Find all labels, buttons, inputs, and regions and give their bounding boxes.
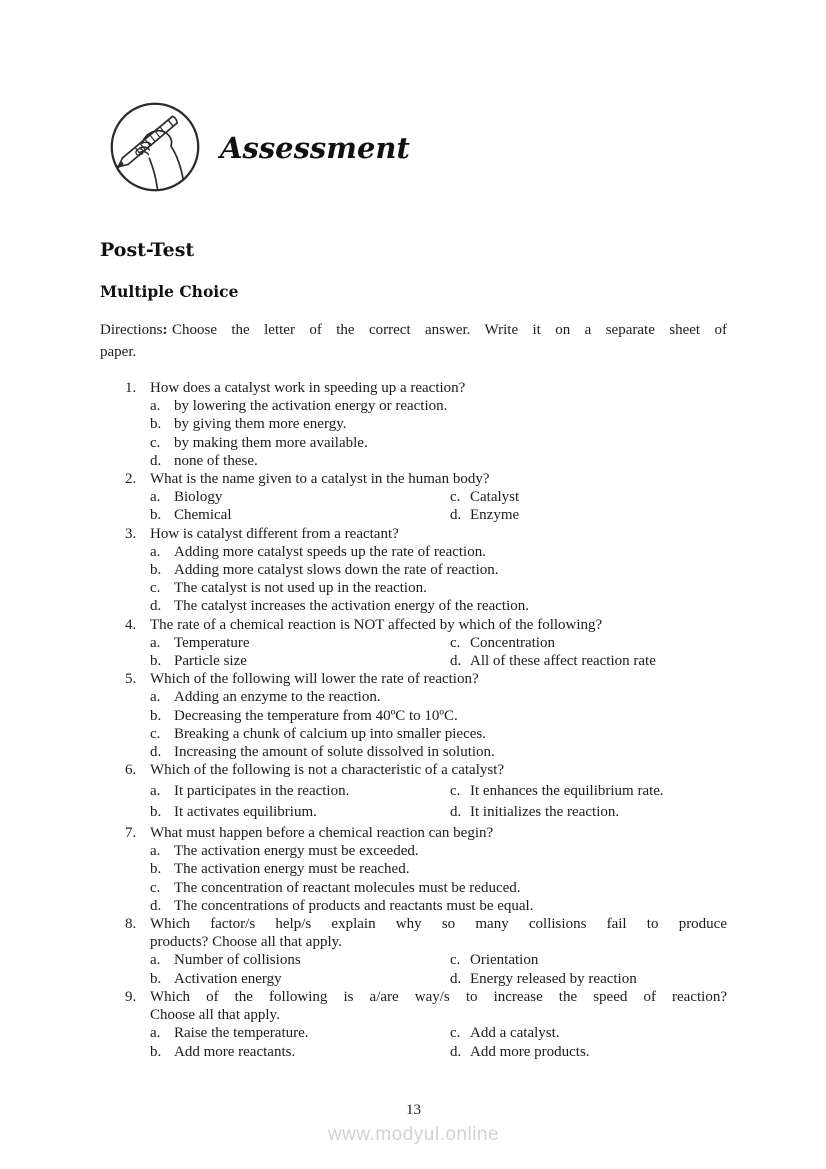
option-text: Concentration <box>470 634 555 651</box>
question-text-line: Choose all that apply. <box>150 1007 280 1024</box>
directions-line-2: paper. <box>100 344 137 360</box>
option-text: It enhances the equilibrium rate. <box>470 783 664 800</box>
option-a <box>150 688 727 706</box>
option-d <box>450 970 727 988</box>
question-text <box>150 915 727 951</box>
question-text <box>150 670 727 688</box>
option-text: The catalyst increases the activation energy of the reaction. <box>174 598 529 615</box>
option-text: none of these. <box>174 452 258 469</box>
option-text: It participates in the reaction. <box>174 783 350 800</box>
option-c <box>450 488 727 506</box>
question-head <box>100 824 727 842</box>
option-a <box>150 842 727 860</box>
option-text: Chemical <box>174 507 232 524</box>
option-text: The concentrations of products and reactants must be equal. <box>174 897 534 914</box>
option-letter: d. <box>150 897 162 914</box>
question-text-line: Which factor/s help/s explain why so many collisions fail to produce <box>150 916 727 933</box>
option-text: Decreasing the temperature from 40ºC to 10ºC. <box>174 707 458 724</box>
option-letter: a. <box>150 634 161 651</box>
option-c <box>450 1024 727 1042</box>
option-letter: d. <box>450 653 462 670</box>
question-text <box>150 824 727 842</box>
question-text-line: The rate of a chemical reaction is NOT affected by which of the following? <box>150 616 603 633</box>
option-letter: c. <box>150 434 161 451</box>
question-options <box>150 951 727 987</box>
option-text: Temperature <box>174 634 250 651</box>
option-letter: a. <box>150 952 161 969</box>
option-text: The activation energy must be reached. <box>174 861 410 878</box>
question-options <box>150 543 727 616</box>
question-number: 7. <box>125 825 137 842</box>
option-a <box>150 634 450 652</box>
question-text <box>150 616 727 634</box>
option-letter: b. <box>150 804 162 821</box>
question-1 <box>100 379 727 470</box>
option-d <box>450 506 727 524</box>
option-d <box>150 897 727 915</box>
option-letter: c. <box>150 725 161 742</box>
question-6 <box>100 761 727 824</box>
option-letter: b. <box>150 507 162 524</box>
option-text: Adding an enzyme to the reaction. <box>174 689 381 706</box>
option-text: It activates equilibrium. <box>174 804 317 821</box>
question-5 <box>100 670 727 761</box>
question-text-line: How does a catalyst work in speeding up a reaction? <box>150 380 466 396</box>
option-text: Increasing the amount of solute dissolved in solution. <box>174 744 495 761</box>
option-text: Add a catalyst. <box>470 1025 560 1042</box>
option-d <box>450 1043 727 1061</box>
option-text: Adding more catalyst slows down the rate of reaction. <box>174 562 499 579</box>
question-options <box>150 634 727 670</box>
option-text: by making them more available. <box>174 434 368 451</box>
question-text-line: What must happen before a chemical reaction can begin? <box>150 825 494 842</box>
question-head <box>100 616 727 634</box>
question-text <box>150 761 727 779</box>
option-letter: b. <box>150 970 162 987</box>
question-4 <box>100 616 727 671</box>
question-head <box>100 470 727 488</box>
question-text <box>150 470 727 488</box>
post-test-heading: Post-Test <box>100 239 195 261</box>
option-letter: c. <box>450 1025 461 1042</box>
option-b <box>150 1043 450 1061</box>
assessment-header <box>100 100 727 194</box>
option-b <box>150 707 727 725</box>
option-letter: d. <box>150 598 162 615</box>
option-b <box>150 802 450 823</box>
option-b <box>150 506 450 524</box>
question-7 <box>100 824 727 915</box>
question-number: 1. <box>125 380 137 396</box>
option-letter: c. <box>450 952 461 969</box>
multiple-choice-heading: Multiple Choice <box>100 282 239 301</box>
option-text: Breaking a chunk of calcium up into smaller pieces. <box>174 725 486 742</box>
option-d <box>450 652 727 670</box>
page-title: Assessment <box>220 131 410 165</box>
option-text: Raise the temperature. <box>174 1025 309 1042</box>
option-letter: b. <box>150 707 162 724</box>
option-c <box>150 725 727 743</box>
option-text: Number of collisions <box>174 952 301 969</box>
directions <box>100 319 727 363</box>
option-text: by lowering the activation energy or reaction. <box>174 398 448 415</box>
option-text: Add more reactants. <box>174 1043 296 1060</box>
option-letter: c. <box>150 879 161 896</box>
option-letter: a. <box>150 489 161 506</box>
option-c <box>450 951 727 969</box>
option-d <box>450 802 727 823</box>
directions-text: Choose the letter of the correct answer. Write it on a separate sheet of <box>171 322 727 338</box>
question-head <box>100 525 727 543</box>
option-text: Energy released by reaction <box>470 970 637 987</box>
question-head <box>100 915 727 951</box>
question-head <box>100 379 727 397</box>
option-letter: a. <box>150 398 161 415</box>
option-text: Activation energy <box>174 970 282 987</box>
question-number: 5. <box>125 671 137 688</box>
question-3 <box>100 525 727 616</box>
watermark: www.modyul.online <box>327 1123 500 1145</box>
question-options <box>150 842 727 915</box>
question-text <box>150 988 727 1024</box>
question-number: 8. <box>125 916 137 933</box>
question-8 <box>100 915 727 988</box>
option-c <box>150 434 727 452</box>
option-text: Enzyme <box>470 507 520 524</box>
option-text: The concentration of reactant molecules must be reduced. <box>174 879 521 896</box>
directions-colon: : <box>162 322 168 338</box>
option-text: It initializes the reaction. <box>470 804 620 821</box>
question-number: 3. <box>125 525 137 542</box>
option-letter: b. <box>150 562 162 579</box>
option-c <box>450 781 727 802</box>
option-a <box>150 488 450 506</box>
option-letter: c. <box>150 580 161 597</box>
option-letter: c. <box>450 634 461 651</box>
question-text-line: products? Choose all that apply. <box>150 934 342 951</box>
question-text-line: Which of the following is not a characteristic of a catalyst? <box>150 762 505 779</box>
option-letter: b. <box>150 1043 162 1060</box>
option-d <box>150 597 727 615</box>
option-c <box>150 879 727 897</box>
question-options <box>150 488 727 524</box>
page-footer <box>100 1101 727 1146</box>
question-head <box>100 988 727 1024</box>
option-b <box>150 970 450 988</box>
option-d <box>150 743 727 761</box>
option-letter: b. <box>150 416 162 433</box>
option-letter: a. <box>150 843 161 860</box>
option-b <box>150 652 450 670</box>
option-b <box>150 860 727 878</box>
question-number: 4. <box>125 616 137 633</box>
option-text: Particle size <box>174 653 247 670</box>
option-text: Biology <box>174 489 223 506</box>
option-letter: b. <box>150 653 162 670</box>
question-head <box>100 761 727 779</box>
questions-list <box>100 379 727 1061</box>
question-text-line: What is the name given to a catalyst in the human body? <box>150 471 490 488</box>
option-text: by giving them more energy. <box>174 416 347 433</box>
option-text: The activation energy must be exceeded. <box>174 843 419 860</box>
option-text: Orientation <box>470 952 539 969</box>
option-b <box>150 415 727 433</box>
option-letter: c. <box>450 783 461 800</box>
option-a <box>150 397 727 415</box>
option-a <box>150 1024 450 1042</box>
option-c <box>150 579 727 597</box>
option-a <box>150 781 450 802</box>
question-number: 9. <box>125 988 137 1005</box>
question-options <box>150 397 727 470</box>
question-text-line: Which of the following is a/are way/s to increase the speed of reaction? <box>150 988 727 1005</box>
option-letter: b. <box>150 861 162 878</box>
option-letter: d. <box>150 744 162 761</box>
question-options <box>150 1024 727 1060</box>
directions-line-1 <box>100 319 727 341</box>
option-letter: d. <box>450 1043 462 1060</box>
option-text: Catalyst <box>470 489 520 506</box>
question-number: 2. <box>125 471 137 488</box>
option-a <box>150 951 450 969</box>
option-c <box>450 634 727 652</box>
option-letter: d. <box>450 970 462 987</box>
question-text-line: How is catalyst different from a reactant? <box>150 525 399 542</box>
option-letter: a. <box>150 689 161 706</box>
option-letter: d. <box>150 452 162 469</box>
option-a <box>150 543 727 561</box>
question-9 <box>100 988 727 1061</box>
option-text: All of these affect reaction rate <box>470 653 656 670</box>
question-text <box>150 525 727 543</box>
option-letter: c. <box>450 489 461 506</box>
question-text-line: Which of the following will lower the rate of reaction? <box>150 671 479 688</box>
directions-label: Directions <box>100 322 163 338</box>
option-letter: a. <box>150 1025 161 1042</box>
option-d <box>150 452 727 470</box>
option-letter: d. <box>450 507 462 524</box>
option-text: Adding more catalyst speeds up the rate of reaction. <box>174 543 486 560</box>
question-number: 6. <box>125 762 137 779</box>
option-letter: a. <box>150 543 161 560</box>
option-text: Add more products. <box>470 1043 590 1060</box>
writing-hand-icon <box>108 100 202 194</box>
question-options <box>150 688 727 761</box>
question-options <box>150 779 727 824</box>
option-letter: a. <box>150 783 161 800</box>
option-b <box>150 561 727 579</box>
page-number: 13 <box>406 1101 421 1118</box>
question-text <box>150 379 727 397</box>
option-text: The catalyst is not used up in the reaction. <box>174 580 427 597</box>
option-letter: d. <box>450 804 462 821</box>
question-head <box>100 670 727 688</box>
question-2 <box>100 470 727 525</box>
